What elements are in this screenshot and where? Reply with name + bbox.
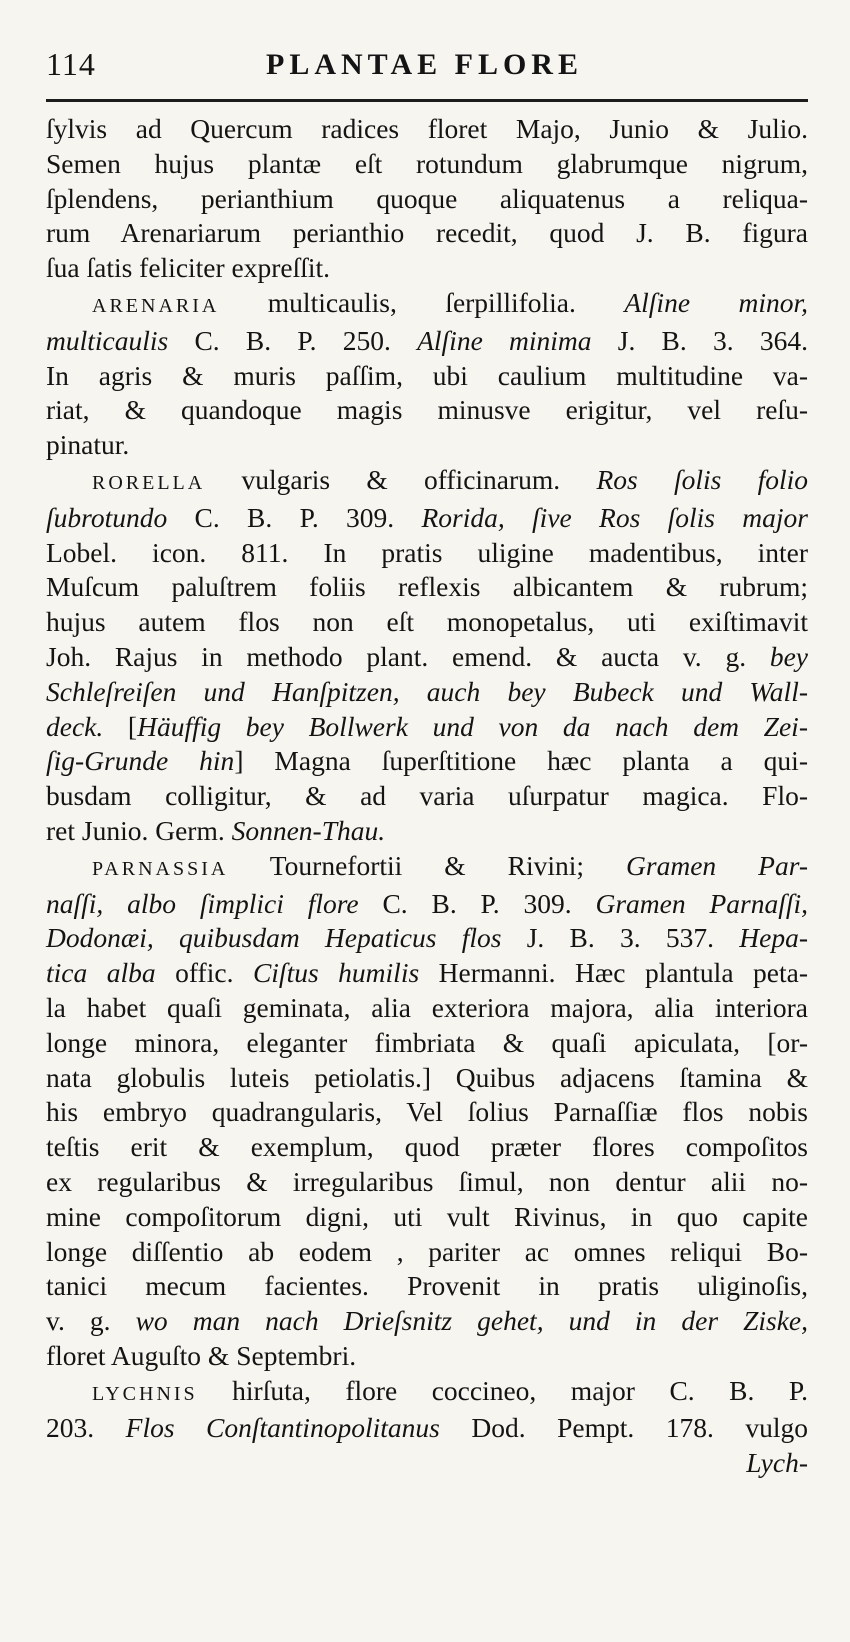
italic-text: Ciſtus humilis <box>252 957 420 989</box>
italic-text: Rorida, ſive Ros ſolis major <box>421 501 808 533</box>
text-line <box>46 147 808 182</box>
body-text <box>46 112 808 1481</box>
page-number: 114 <box>46 46 96 82</box>
text-line <box>46 710 808 745</box>
text-line <box>46 744 808 779</box>
text-run: 203. <box>46 1412 126 1444</box>
text-line <box>46 1339 808 1374</box>
text-run: ] Magna ſuperſtitione hæc planta a qui- <box>234 745 808 777</box>
text-run: In agris & muris paſſim, ubi caulium multitudine va- <box>46 359 808 391</box>
text-run: v. g. <box>46 1305 136 1337</box>
text-line <box>46 887 808 922</box>
text-run: floret Auguſto & Septembri. <box>46 1339 357 1371</box>
text-line <box>46 849 808 887</box>
text-run: mine compoſitorum digni, uti vult Rivinus, in quo capite <box>46 1200 808 1232</box>
plant-genus-name: RORELLA <box>92 471 206 494</box>
plant-genus-name: PARNASSIA <box>92 857 229 880</box>
plant-genus-name: ARENARIA <box>92 294 220 317</box>
text-run: his embryo quadrangularis, Vel ſolius Parnaſſiæ flos nobis <box>46 1096 808 1128</box>
text-run: longe minora, eleganter fimbriata & quaſi apiculata, [or- <box>46 1026 808 1058</box>
text-run: Semen hujus plantæ eſt rotundum glabrumque nigrum, <box>46 147 808 179</box>
text-run: Dod. Pempt. 178. vulgo <box>439 1412 809 1444</box>
text-line <box>46 1026 808 1061</box>
italic-text: Schleſreiſen und Hanſpitzen, auch bey Bubeck und Wall- <box>46 675 808 707</box>
italic-text: tica alba <box>46 957 156 989</box>
text-line <box>46 182 808 217</box>
text-line <box>46 536 808 571</box>
text-line <box>46 605 808 640</box>
text-line <box>46 570 808 605</box>
italic-text: Flos Conſtantinopolitanus <box>125 1412 440 1444</box>
text-run: offic. <box>155 957 253 989</box>
italic-text: Gramen Par- <box>626 849 808 881</box>
text-run: multicaulis, ſerpillifolia. <box>219 286 625 318</box>
text-run: busdam colligitur, & ad varia uſurpatur magica. Flo- <box>46 780 808 812</box>
italic-text: multicaulis <box>46 324 169 356</box>
text-line <box>46 428 808 463</box>
page-header <box>46 46 806 90</box>
text-line <box>46 1061 808 1096</box>
italic-text: Häuffig bey Bollwerk und von da nach dem Zei- <box>137 710 808 742</box>
text-run: ſplendens, perianthium quoque aliquatenus a reliqua- <box>46 182 808 214</box>
text-run: ret Junio. Germ. <box>46 814 232 846</box>
text-line <box>46 991 808 1026</box>
text-run: hirſuta, flore coccineo, major C. B. P. <box>197 1374 808 1406</box>
text-run: J. B. 3. 364. <box>591 324 808 356</box>
text-line <box>46 1411 808 1446</box>
text-run: [ <box>103 710 138 742</box>
text-line <box>46 956 808 991</box>
italic-text: Dodonæi, quibusdam Hepaticus flos <box>46 922 502 954</box>
italic-text: naſſi, albo ſimplici flore <box>46 887 359 919</box>
text-run: hujus autem flos non eſt monopetalus, uti exiſtimavit <box>46 606 808 638</box>
text-line <box>46 1304 808 1339</box>
text-run: tanici mecum facientes. Provenit in pratis uliginoſis, <box>46 1270 808 1302</box>
text-line <box>46 1095 808 1130</box>
italic-text: Alſine minor, <box>624 286 808 318</box>
text-run: C. B. P. 250. <box>168 324 418 356</box>
header-rule <box>46 99 808 102</box>
italic-text: Gramen Parnaſſi, <box>595 887 808 919</box>
text-run: riat, & quandoque magis minusve erigitur, vel reſu- <box>46 394 808 426</box>
running-title: PLANTAE FLORE <box>266 48 583 81</box>
italic-text: ſubrotundo <box>46 501 168 533</box>
text-run: vulgaris & officinarum. <box>205 463 597 495</box>
text-line <box>46 1200 808 1235</box>
italic-text: wo man nach Drieſsnitz gehet, und in der Ziske, <box>135 1305 808 1337</box>
text-run: la habet quaſi geminata, alia exteriora majora, alia interiora <box>46 991 808 1023</box>
italic-text: Ros ſolis folio <box>596 463 809 495</box>
text-run: ſua ſatis feliciter expreſſit. <box>46 252 331 284</box>
italic-text: ſig-Grunde hin <box>46 745 235 777</box>
text-line <box>46 640 808 675</box>
italic-text: deck. <box>46 710 104 742</box>
text-line <box>46 779 808 814</box>
plant-genus-name: LYCHNIS <box>92 1382 198 1405</box>
text-line <box>46 675 808 710</box>
italic-text: Alſine minima <box>417 324 592 356</box>
text-line <box>46 814 808 849</box>
text-line <box>46 921 808 956</box>
text-run: Lobel. icon. 811. In pratis uligine madentibus, inter <box>46 536 808 568</box>
text-run: longe diſſentio ab eodem , pariter ac omnes reliqui Bo- <box>46 1235 808 1267</box>
text-line <box>46 1446 808 1481</box>
text-run: Joh. Rajus in methodo plant. emend. & aucta v. g. <box>46 640 770 672</box>
text-line <box>46 1130 808 1165</box>
italic-text: Sonnen-Thau. <box>231 814 386 846</box>
text-run: Hermanni. Hæc plantula peta- <box>419 957 808 989</box>
text-line <box>46 1235 808 1270</box>
text-line <box>46 112 808 147</box>
text-run: nata globulis luteis petiolatis.] Quibus adjacens ſtamina & <box>46 1061 808 1093</box>
text-run: ſylvis ad Quercum radices floret Majo, Junio & Julio. <box>46 113 808 144</box>
text-run: teſtis erit & exemplum, quod præter flores compoſitos <box>46 1131 808 1163</box>
text-line <box>46 393 808 428</box>
text-line <box>46 324 808 359</box>
text-run: pinatur. <box>46 429 130 461</box>
text-run: C. B. P. 309. <box>167 501 422 533</box>
text-line <box>46 251 808 286</box>
text-line <box>46 1165 808 1200</box>
text-run: Muſcum paluſtrem foliis reflexis albicantem & rubrum; <box>46 571 808 603</box>
text-line <box>46 286 808 324</box>
italic-text: bey <box>769 640 808 672</box>
italic-text: Lych- <box>746 1447 808 1479</box>
text-run: Tournefortii & Rivini; <box>228 849 627 881</box>
text-line <box>46 1269 808 1304</box>
text-run: J. B. 3. 537. <box>501 922 740 954</box>
text-line <box>46 216 808 251</box>
italic-text: Hepa- <box>739 922 809 954</box>
text-run: ex regularibus & irregularibus ſimul, non dentur alii no- <box>46 1165 808 1197</box>
text-run: C. B. P. 309. <box>358 887 596 919</box>
text-run: rum Arenariarum perianthio recedit, quod J. B. figura <box>46 217 808 249</box>
text-line <box>46 1374 808 1412</box>
text-line <box>46 359 808 394</box>
text-line <box>46 501 808 536</box>
text-line <box>46 463 808 501</box>
